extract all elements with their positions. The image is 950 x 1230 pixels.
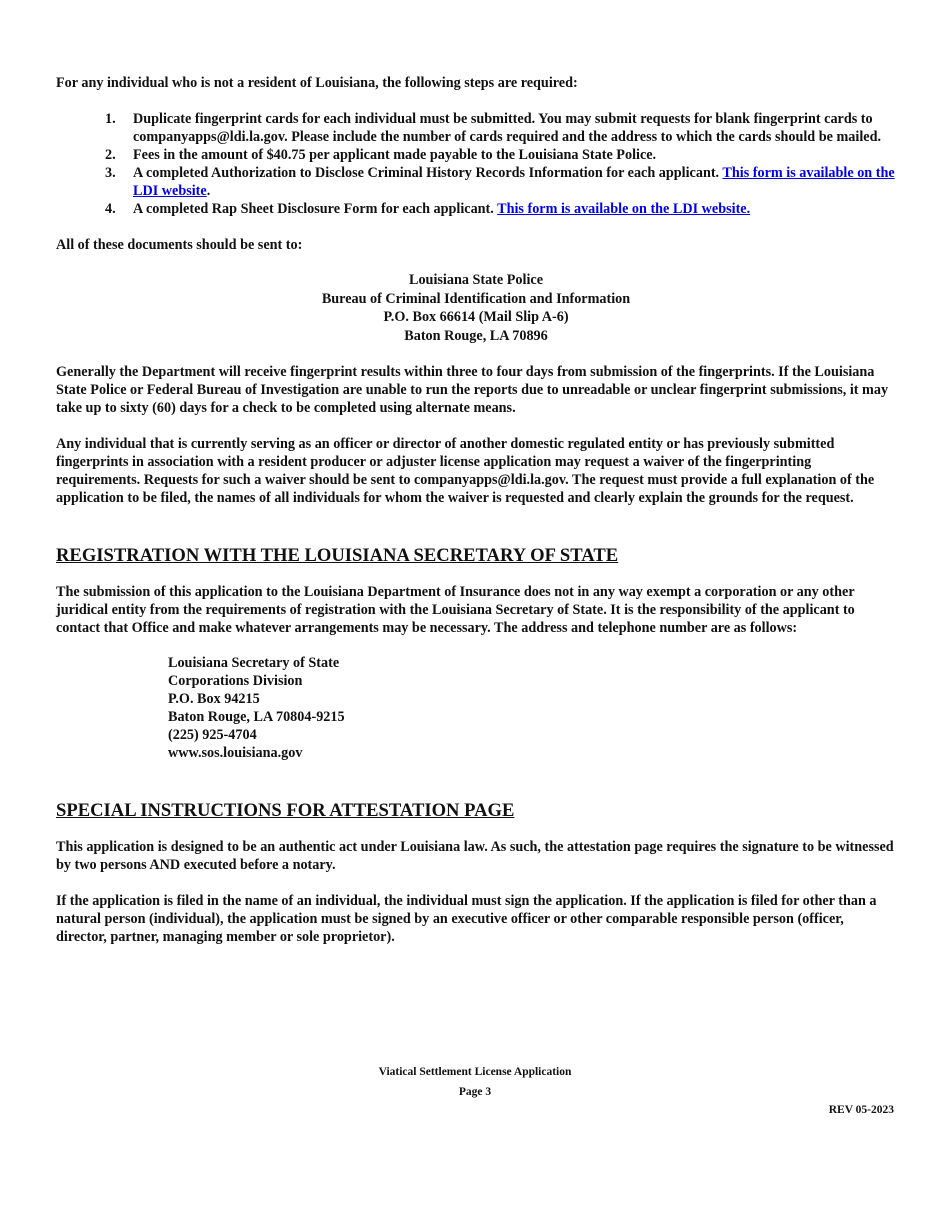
authorization-form-link[interactable]: This form is available on the LDI website [133, 165, 895, 199]
address-line: Baton Rouge, LA 70896 [404, 327, 548, 344]
attestation-heading: SPECIAL INSTRUCTIONS FOR ATTESTATION PAGE [56, 800, 515, 821]
fingerprint-results-paragraph: Generally the Department will receive fingerprint results within three to four days from submission of the fingerprints. If the Louisiana State Police or Federal Bureau of Investigation are unable to run the reports due to unreadable or unclear fingerprint submissions, it may take up to sixty (60) days for a check to be completed using alternate means. [56, 364, 889, 416]
list-item [105, 110, 896, 146]
address-line: Bureau of Criminal Identification and Information [321, 290, 631, 307]
sent-to-label: All of these documents should be sent to: [56, 237, 303, 253]
step-text: A completed Rap Sheet Disclosure Form for each applicant. [133, 201, 498, 217]
step-number: 2. [105, 147, 116, 163]
step-text: Fees in the amount of $40.75 per applicant made payable to the Louisiana State Police. [133, 147, 657, 163]
nonresident-intro: For any individual who is not a resident of Louisiana, the following steps are required: [56, 75, 578, 91]
address-line: (225) 925-4704 [168, 727, 257, 743]
address-line: Louisiana Secretary of State [168, 655, 340, 671]
address-line: Louisiana State Police [409, 272, 543, 288]
step-text: Duplicate fingerprint cards for each individual must be submitted. You may submit requests for blank fingerprint cards to companyapps@ldi.la.gov. Please include the number of cards required and the address to which the cards should be mailed. [133, 111, 882, 145]
address-line: Baton Rouge, LA 70804-9215 [168, 709, 345, 725]
step-text-after: . [206, 183, 211, 199]
list-item [105, 200, 896, 218]
list-item [105, 146, 896, 164]
step-number: 4. [105, 201, 116, 217]
address-line: www.sos.louisiana.gov [168, 745, 303, 761]
footer-title: Viatical Settlement License Application [378, 1066, 572, 1078]
waiver-paragraph: Any individual that is currently serving as an officer or director of another domestic regulated entity or has previously submitted fingerprints in association with a resident producer or adjuster license application may request a waiver of the fingerprinting requirements. Requests for such a waiver should be sent to companyapps@ldi.la.gov. The request must provide a full explanation of the application to be filed, the names of all individuals for whom the waiver is requested and clearly explain the grounds for the request. [56, 436, 875, 506]
rap-sheet-form-link[interactable]: This form is available on the LDI website. [497, 201, 751, 217]
document-page [56, 74, 896, 946]
nonresident-steps-list [56, 110, 896, 218]
list-item [105, 164, 896, 200]
registration-heading: REGISTRATION WITH THE LOUISIANA SECRETARY OF STATE [56, 545, 619, 566]
state-police-address [56, 271, 896, 345]
attestation-paragraph-2: If the application is filed in the name of an individual, the individual must sign the application. If the application is filed for other than a natural person (individual), the application must be signed by an executive officer or other comparable responsible person (officer, director, partner, managing member or sole proprietor). [56, 893, 877, 945]
step-number: 1. [105, 111, 116, 127]
address-line: P.O. Box 94215 [168, 691, 260, 707]
step-text: A completed Authorization to Disclose Criminal History Records Information for each applicant. [133, 165, 723, 181]
secretary-of-state-address [168, 654, 896, 762]
footer-page-number: Page 3 [458, 1086, 492, 1098]
step-number: 3. [105, 165, 116, 181]
address-line: Corporations Division [168, 673, 303, 689]
address-line: P.O. Box 66614 (Mail Slip A-6) [383, 309, 569, 325]
registration-body: The submission of this application to the Louisiana Department of Insurance does not in any way exempt a corporation or any other juridical entity from the requirements of registration with the Louisiana Secretary of State. It is the responsibility of the applicant to contact that Office and make whatever arrangements may be necessary. The address and telephone number are as follows: [56, 584, 855, 636]
attestation-paragraph-1: This application is designed to be an authentic act under Louisiana law. As such, the attestation page requires the signature to be witnessed by two persons AND executed before a notary. [56, 839, 894, 873]
footer-revision: REV 05-2023 [828, 1104, 894, 1116]
